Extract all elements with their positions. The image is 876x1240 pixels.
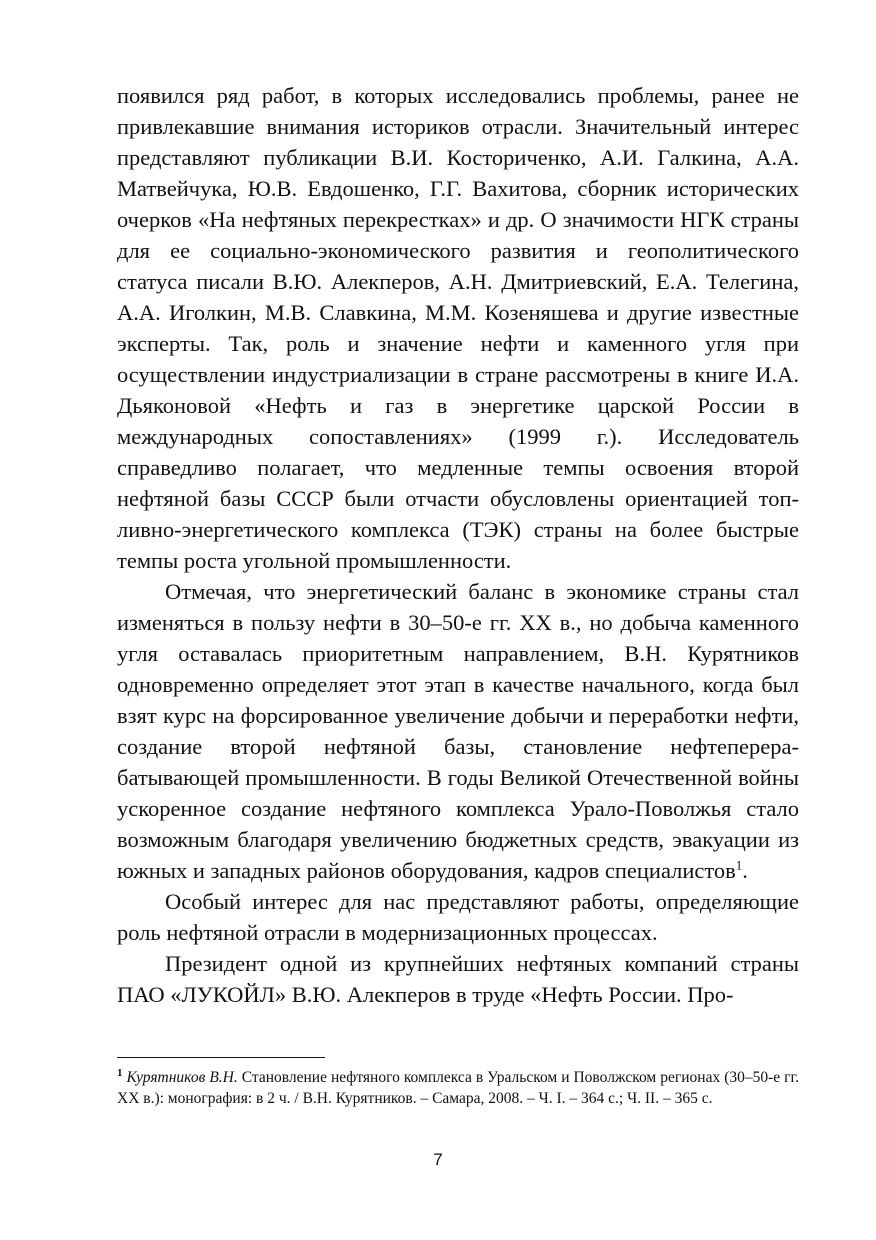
footnote-text: Становление нефтяного комплекса в Уральском и Поволжском регионах (30–50-е гг. XX в.): монография: в 2 ч. / В.Н. Курятников. – Самара, 2008. – Ч. I. – 364 с.; Ч. II. – 365 с. [117, 1069, 799, 1107]
paragraph-1: появился ряд работ, в которых исследовались проблемы, ранее не привлекавшие внимания историков отрасли. Значительный интерес представляют публикации В.И. Косториченко, А.И. Галкина, А.А. Матвейчука, Ю.В. Евдошенко, Г.Г. Вахитова, сборник исторических очерков «На нефтяных перекрестках» и др. О значимости НГК страны для ее социально-экономического развития и геополитического статуса писали В.Ю. Алекперов, А.Н. Дмитриевский, Е.А. Телегина, А.А. Иголкин, М.В. Славкина, М.М. Козеняшева и другие известные эксперты. Так, роль и значение нефти и каменного угля при осуществлении индустриализации в стране рассмотрены в книге И.А. Дьяконовой «Нефть и газ в энергетике царской России в международных сопоставлениях» (1999 г.). Исследователь справедливо полагает, что медленные темпы освоения второй нефтяной базы СССР были отчасти обусловлены ориентацией топливно-энергетического комплекса (ТЭК) страны на более быстрые темпы роста угольной промышленности. [117, 83, 799, 573]
footnotes [117, 1067, 799, 1109]
footnote-number: 1 [117, 1066, 123, 1079]
page-number: 7 [433, 1150, 443, 1169]
footnote-separator [117, 1057, 325, 1058]
paragraph-2: Отмечая, что энергетический баланс в экономике страны стал изменяться в пользу нефти в 30–50-е гг. XX в., но добыча каменного угля оставалась приоритетным направлением, В.Н. Курятников одновременно определяет этот этап в качестве начального, когда был взят курс на форсированное увеличение добычи и переработки нефти, создание второй нефтяной базы, становление нефтеперерабатывающей промышленности. В годы Великой Отечественной войны ускоренное создание нефтяного комплекса Урало-Поволжья стало возможным благодаря увеличению бюджетных средств, эвакуации из южных и западных районов оборудования, кадров специалистов$^1$. [117, 579, 799, 883]
footnote-author: Курятников В.Н. [126, 1069, 238, 1086]
paragraph-3: Особый интерес для нас представляют работы, определяющие роль нефтяной отрасли в модернизационных процессах. [117, 889, 799, 945]
footnote-1 [117, 1067, 799, 1109]
paragraph-2-text: Отмечая, что энергетический баланс в экономике страны стал изменяться в пользу нефти в 30–50-е гг. XX в., но добыча каменного угля оставалась приоритетным направлением, В.Н. Курятников одновременно определяет этот этап в качестве начального, когда был взят курс на форсированное увеличение добычи и переработки нефти, создание второй нефтяной базы, становление нефтеперерабатывающей промышленности. В годы Великой Отечественной войны ускоренное создание нефтяного комплекса Урало-Поволжья стало возможным благодаря увеличению бюджетных средств, эвакуации из южных и западных районов оборудования, кадров специалистов [117, 579, 799, 883]
main-text [117, 80, 799, 1010]
footnote-reference[interactable]: 1 [735, 857, 743, 873]
paragraph-4: Президент одной из крупнейших нефтяных компаний страны ПАО «ЛУКОЙЛ» В.Ю. Алекперов в труде «Нефть России. Про- [117, 951, 799, 1007]
